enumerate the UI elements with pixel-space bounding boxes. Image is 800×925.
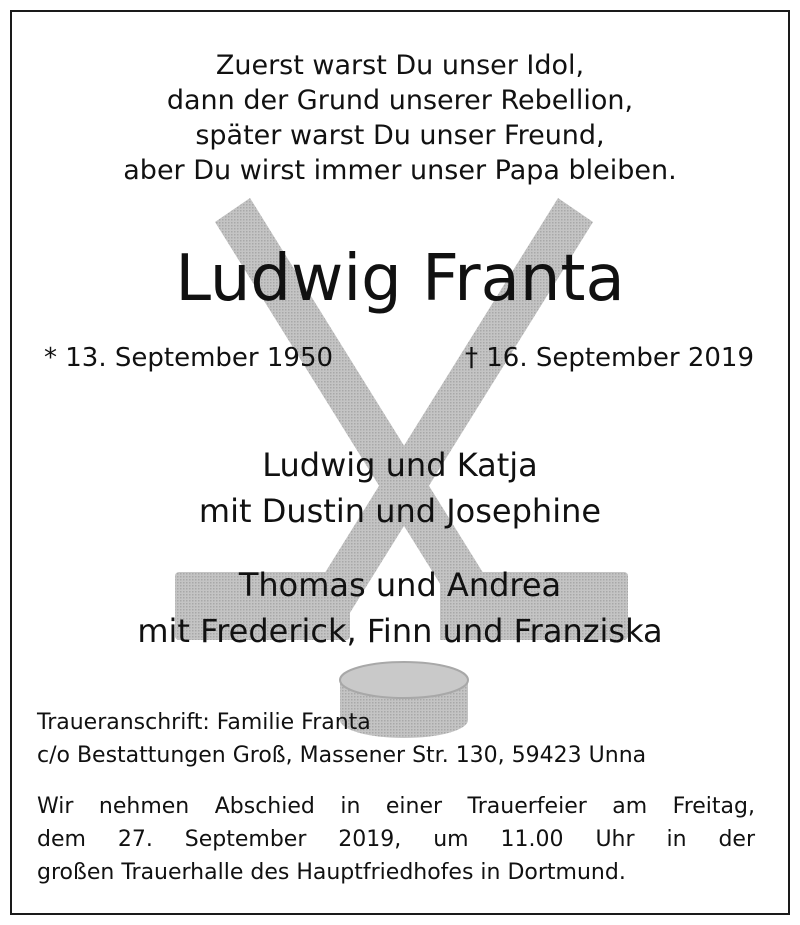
birth-date: * 13. September 1950 [44,343,334,373]
poem-line: später warst Du unser Freund, [195,120,605,151]
ceremony-line: dem 27. September 2019, um 11.00 Uhr in der [37,827,755,852]
poem-line: Zuerst warst Du unser Idol, [215,50,585,81]
deceased-name: Ludwig Franta [175,242,625,316]
family-line: mit Dustin und Josephine [198,492,602,530]
death-date: † 16. September 2019 [464,343,754,373]
poem-line: dann der Grund unserer Rebellion, [166,85,634,116]
family-line: mit Frederick, Finn und Franziska [137,612,663,650]
address-line: Traueranschrift: Familie Franta [37,710,371,735]
address-line: c/o Bestattungen Groß, Massener Str. 130, 59423 Unna [37,743,647,768]
family-group [0,442,800,534]
ceremony-info [37,790,755,889]
family-line: Thomas und Andrea [238,566,562,604]
poem-line: aber Du wirst immer unser Papa bleiben. [123,155,677,186]
mourning-address [37,706,646,772]
family-group [0,562,800,654]
family-line: Ludwig und Katja [262,446,538,484]
ceremony-line: großen Trauerhalle des Hauptfriedhofes in Dortmund. [37,860,626,885]
poem [0,48,800,188]
ceremony-line: Wir nehmen Abschied in einer Trauerfeier am Freitag, [37,794,755,819]
